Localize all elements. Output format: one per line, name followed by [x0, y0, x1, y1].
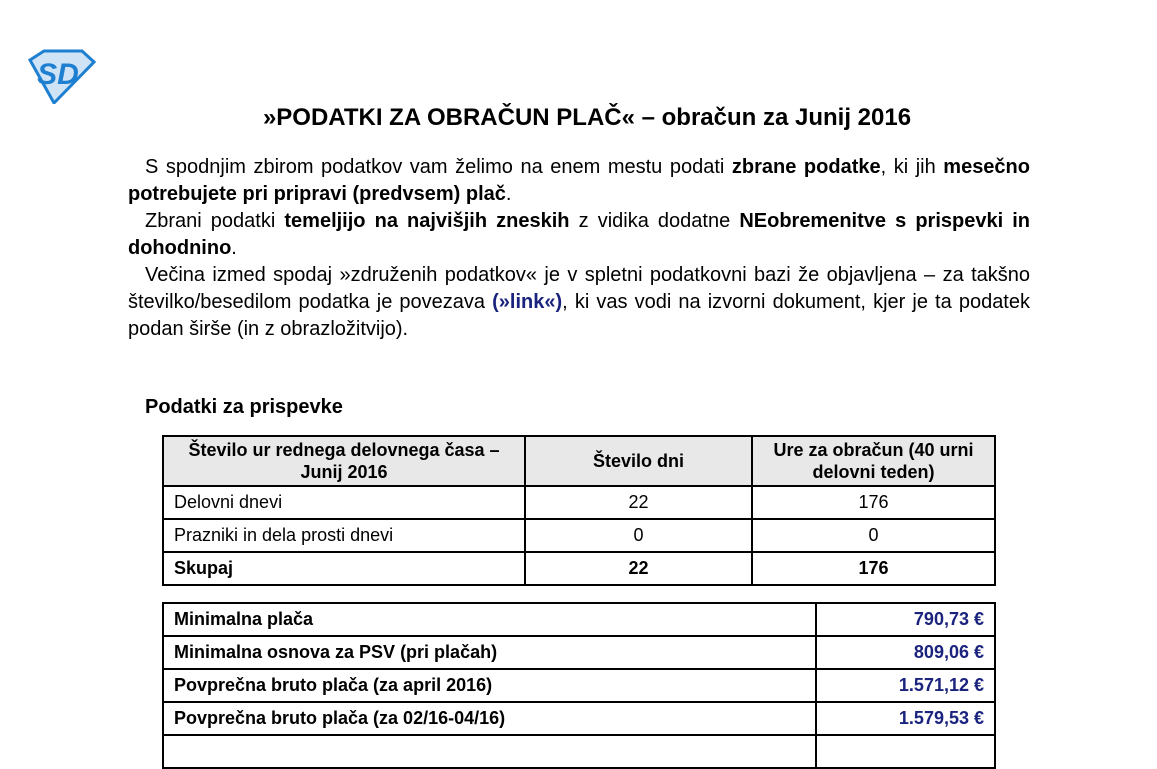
hours-table: [162, 435, 996, 586]
text-segment: .: [231, 237, 237, 259]
section-title: Podatki za prispevke: [145, 396, 343, 418]
svg-text:SD: SD: [37, 58, 79, 91]
table-row: [163, 519, 995, 552]
text-segment: S spodnjim zbirom podatkov vam želimo na enem mestu podati: [145, 156, 732, 178]
text-segment: .: [505, 183, 512, 205]
text-segment: Večina izmed spodaj »združenih podatkov« je v spletni podatkovni bazi že objavljena – za takšno številko/besedilom podatka je povezava: [128, 264, 1030, 313]
table-row: [163, 735, 995, 768]
text-segment: z vidika dodatne: [569, 210, 740, 232]
table-row: [163, 603, 995, 636]
row-label: Povprečna bruto plača (za april 2016): [163, 669, 816, 702]
row-label: Povprečna bruto plača (za 02/16-04/16): [163, 702, 816, 735]
amount: 790,73 €: [816, 603, 995, 636]
amount: 1.579,53 €: [816, 702, 995, 735]
days-value: 22: [525, 486, 752, 519]
row-label: Delovni dnevi: [163, 486, 525, 519]
table-row: [163, 702, 995, 735]
hours-value: 176: [752, 486, 995, 519]
table-row: [163, 669, 995, 702]
values-table: [162, 602, 996, 769]
table-header-row: [163, 436, 995, 486]
table-row-total: [163, 552, 995, 585]
amount: [816, 735, 995, 768]
text-segment: NEobremenitve s prispevki in dohodnino: [128, 210, 1031, 259]
page-title: »PODATKI ZA OBRAČUN PLAČ« – obračun za Junij 2016: [262, 104, 912, 131]
column-header: Ure za obračun (40 urni delovni teden): [752, 436, 995, 486]
row-label: Skupaj: [163, 552, 525, 585]
hours-value: 176: [752, 552, 995, 585]
text-segment: temeljijo na najvišjih zneskih: [284, 210, 570, 232]
text-segment: , ki jih: [880, 156, 944, 178]
table-row: [163, 486, 995, 519]
intro-text: [128, 154, 1030, 343]
column-header: Število dni: [525, 436, 752, 486]
intro-paragraph: [128, 154, 1030, 208]
row-label: Minimalna osnova za PSV (pri plačah): [163, 636, 816, 669]
hours-value: 0: [752, 519, 995, 552]
days-value: 22: [525, 552, 752, 585]
row-label: [163, 735, 816, 768]
amount: 1.571,12 €: [816, 669, 995, 702]
text-segment: mesečno potrebujete pri pripravi (predvsem) plač: [128, 156, 1030, 205]
row-label: Prazniki in dela prosti dnevi: [163, 519, 525, 552]
days-value: 0: [525, 519, 752, 552]
source-link[interactable]: (»link«): [492, 291, 563, 313]
intro-paragraph: [128, 262, 1030, 343]
text-segment: Zbrani podatki: [145, 210, 285, 232]
intro-paragraph: [128, 208, 1030, 262]
table-row: [163, 636, 995, 669]
row-label: Minimalna plača: [163, 603, 816, 636]
text-segment: zbrane podatke: [731, 156, 881, 178]
text-segment: , ki vas vodi na izvorni dokument, kjer je ta podatek podan širše (in z obrazložitvijo).: [128, 291, 1030, 340]
amount: 809,06 €: [816, 636, 995, 669]
logo: [22, 48, 96, 104]
column-header: Število ur rednega delovnega časa – Junij 2016: [163, 436, 525, 486]
